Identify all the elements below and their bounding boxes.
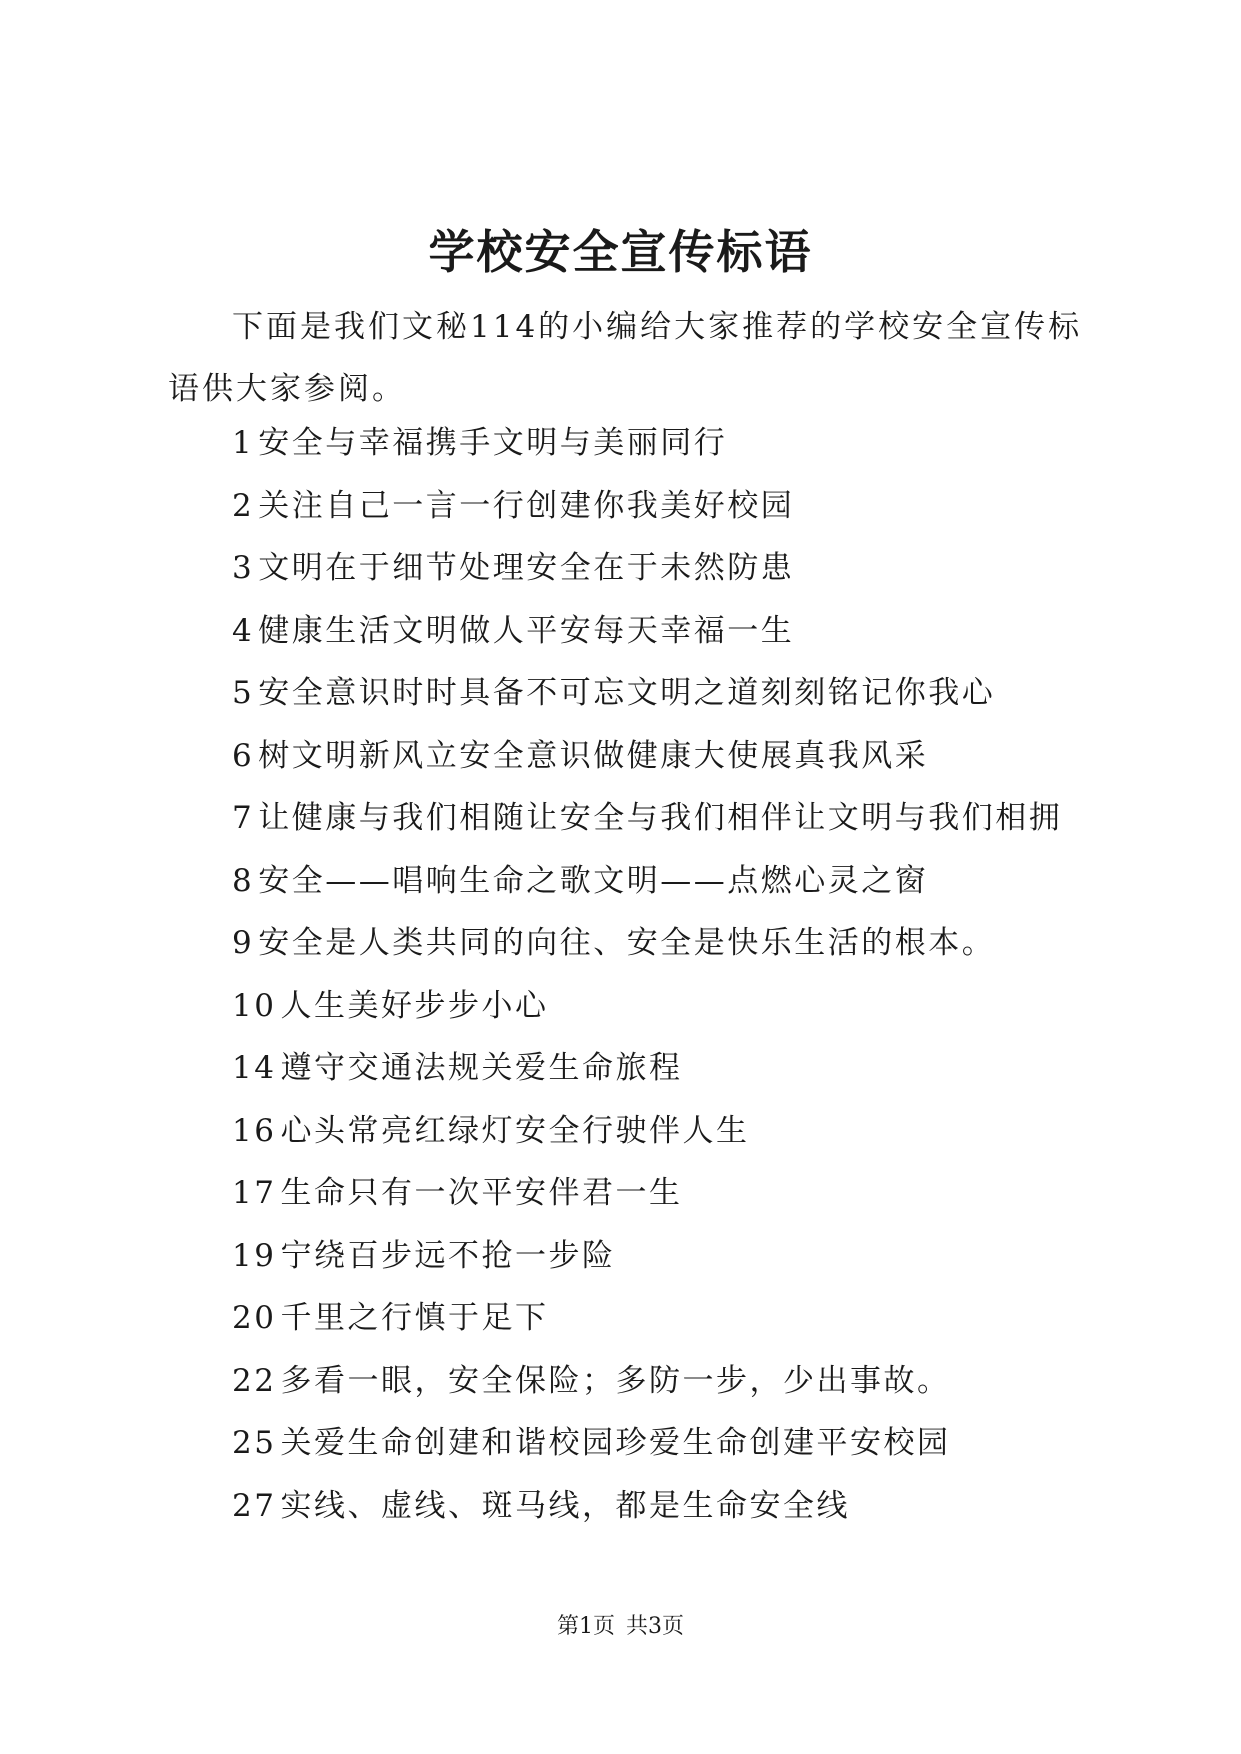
slogan-text: 健康生活文明做人平安每天幸福一生: [258, 612, 795, 649]
slogan-item: [232, 1475, 1132, 1538]
slogan-number: 22: [232, 1362, 277, 1399]
slogan-number: 20: [232, 1300, 277, 1336]
slogan-item: [232, 537, 1132, 600]
slogan-number: 3: [232, 550, 255, 586]
slogan-text: 千里之行慎于足下: [280, 1300, 549, 1336]
slogan-text: 关爱生命创建和谐校园珍爱生命创建平安校园: [280, 1425, 951, 1461]
slogan-number: 16: [232, 1112, 277, 1149]
slogan-text: 实线、虚线、斑马线，都是生命安全线: [280, 1487, 850, 1524]
slogan-text: 宁绕百步远不抢一步险: [280, 1237, 616, 1274]
slogan-item: [232, 1162, 1132, 1225]
slogan-number: 4: [232, 612, 255, 649]
slogan-text: 安全与幸福携手文明与美丽同行: [258, 425, 728, 461]
slogan-item: [232, 975, 1132, 1038]
slogan-item: [232, 725, 1132, 788]
slogan-number: 8: [232, 862, 255, 899]
slogan-number: 10: [232, 987, 277, 1024]
slogan-item: [232, 850, 1132, 913]
slogan-number: 19: [232, 1237, 277, 1274]
slogan-number: 7: [232, 800, 255, 836]
slogan-item: [232, 662, 1132, 725]
slogan-item: [232, 1350, 1132, 1413]
slogan-text: 安全是人类共同的向往、安全是快乐生活的根本。: [258, 925, 996, 961]
slogan-text: 关注自己一言一行创建你我美好校园: [258, 487, 795, 524]
slogan-item: [232, 1287, 1132, 1350]
slogan-item: [232, 912, 1132, 975]
document-title: 学校安全宣传标语: [428, 225, 813, 279]
slogan-number: 6: [232, 737, 255, 774]
slogan-item: [232, 475, 1132, 538]
slogan-number: 5: [232, 675, 255, 711]
slogan-list: [232, 412, 1132, 1537]
slogan-text: 生命只有一次平安伴君一生: [280, 1175, 683, 1211]
slogan-text: 树文明新风立安全意识做健康大使展真我风采: [258, 737, 929, 774]
page-footer: [0, 1612, 1241, 1642]
slogan-number: 17: [232, 1175, 277, 1211]
slogan-text: 人生美好步步小心: [280, 987, 549, 1024]
slogan-item: [232, 412, 1132, 475]
page-total: 共3页: [626, 1614, 684, 1639]
slogan-item: [232, 600, 1132, 663]
slogan-item: [232, 1225, 1132, 1288]
slogan-text: 安全——唱响生命之歌文明——点燃心灵之窗: [258, 862, 929, 899]
slogan-item: [232, 1100, 1132, 1163]
slogan-number: 2: [232, 487, 255, 524]
slogan-number: 9: [232, 925, 255, 961]
slogan-text: 让健康与我们相随让安全与我们相伴让文明与我们相拥: [258, 800, 1063, 836]
slogan-number: 25: [232, 1425, 277, 1461]
slogan-number: 1: [232, 425, 255, 461]
slogan-text: 遵守交通法规关爱生命旅程: [280, 1050, 683, 1086]
page-number: 第1页: [557, 1614, 615, 1639]
slogan-text: 安全意识时时具备不可忘文明之道刻刻铭记你我心: [258, 675, 996, 711]
slogan-number: 14: [232, 1050, 277, 1086]
slogan-item: [232, 787, 1132, 850]
intro-paragraph: 下面是我们文秘114的小编给大家推荐的学校安全宣传标语供大家参阅。: [168, 309, 1083, 407]
slogan-item: [232, 1412, 1132, 1475]
slogan-text: 心头常亮红绿灯安全行驶伴人生: [280, 1112, 750, 1149]
slogan-number: 27: [232, 1487, 277, 1524]
slogan-item: [232, 1037, 1132, 1100]
slogan-text: 文明在于细节处理安全在于未然防患: [258, 550, 795, 586]
slogan-text: 多看一眼，安全保险；多防一步，少出事故。: [280, 1362, 951, 1399]
